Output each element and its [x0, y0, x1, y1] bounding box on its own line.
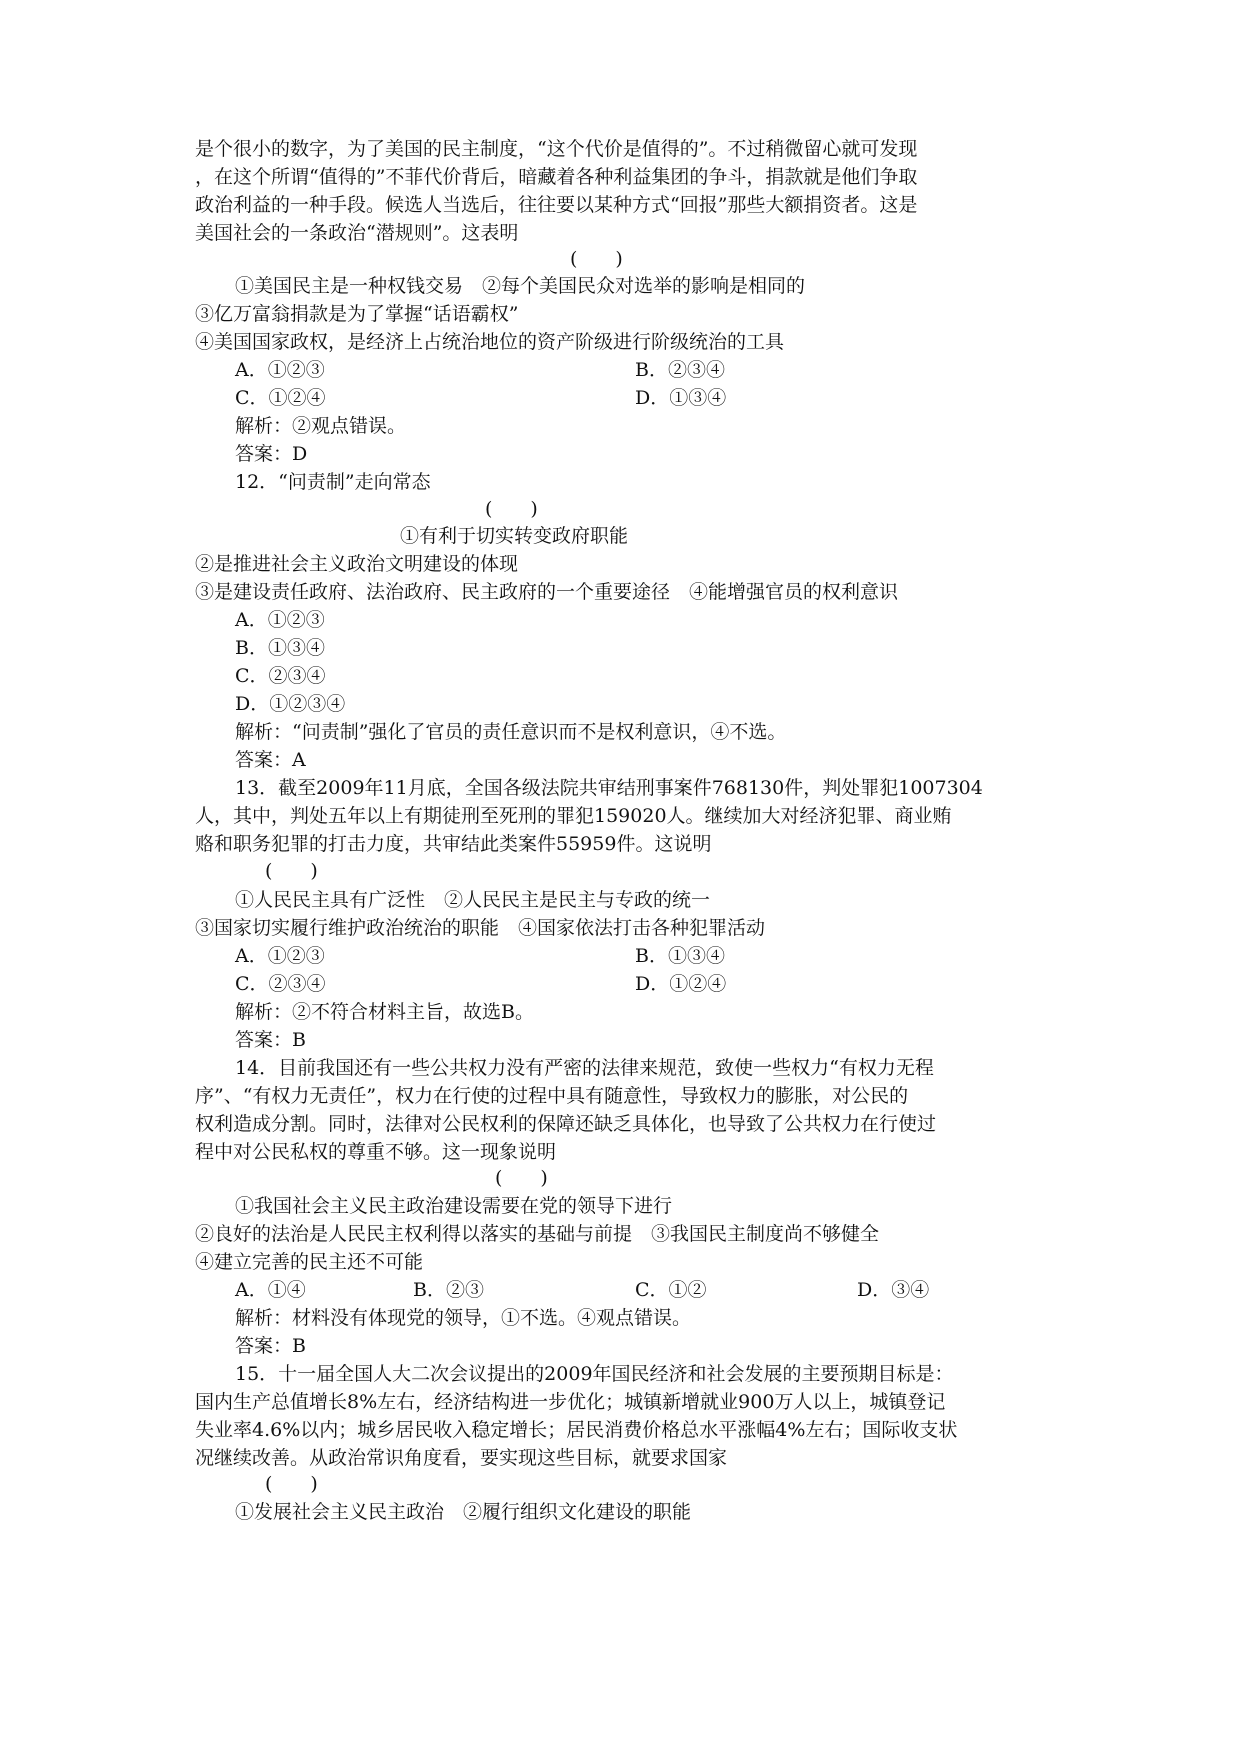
q13-option-1: ①人民民主具有广泛性 ②人民民主是民主与专政的统一	[235, 889, 711, 911]
q14-answer: 答案：B	[235, 1335, 306, 1357]
q15-line-4: 况继续改善。从政治常识角度看，要实现这些目标，就要求国家	[195, 1447, 728, 1469]
q11-choice-d: D．①③④	[635, 387, 727, 409]
q14-choice-c: C．①②	[635, 1279, 707, 1301]
q12-choice-b: B．①③④	[235, 637, 325, 659]
q12-option-3: ③是建设责任政府、法治政府、民主政府的一个重要途径 ④能增强官员的权利意识	[195, 581, 899, 603]
q13-choice-c: C．②③④	[235, 973, 326, 995]
q15-line-3: 失业率4.6%以内；城乡居民收入稳定增长；居民消费价格总水平涨幅4%左右；国际收支状	[195, 1419, 958, 1441]
q13-choice-a: A．①②③	[235, 945, 325, 967]
q14-line-2: 序”、“有权力无责任”，权力在行使的过程中具有随意性，导致权力的膨胀，对公民的	[195, 1085, 909, 1107]
q14-choice-d: D．③④	[857, 1279, 930, 1301]
q11-option-3: ④美国国家政权，是经济上占统治地位的资产阶级进行阶级统治的工具	[195, 331, 785, 353]
q14-option-3: ④建立完善的民主还不可能	[195, 1251, 424, 1273]
q13-line-3: 赂和职务犯罪的打击力度，共审结此类案件55959件。这说明	[195, 833, 712, 855]
q12-choice-a: A．①②③	[235, 609, 325, 631]
q11-line-1: 是个很小的数字，为了美国的民主制度，“这个代价是值得的”。不过稍微留心就可发现	[195, 138, 918, 160]
q11-option-1: ①美国民主是一种权钱交易 ②每个美国民众对选举的影响是相同的	[235, 275, 806, 297]
q13-choice-b: B．①③④	[635, 945, 725, 967]
q11-line-3: 政治利益的一种手段。候选人当选后，往往要以某种方式“回报”那些大额捐资者。这是	[195, 194, 918, 216]
q14-answer-paren: ( )	[495, 1167, 548, 1189]
q14-choice-a: A．①④	[235, 1279, 306, 1301]
q12-choice-d: D．①②③④	[235, 693, 346, 715]
q14-choice-b: B．②③	[413, 1279, 484, 1301]
q13-analysis: 解析：②不符合材料主旨，故选B。	[235, 1001, 534, 1023]
q15-option-1: ①发展社会主义民主政治 ②履行组织文化建设的职能	[235, 1501, 692, 1523]
q11-choice-c: C．①②④	[235, 387, 326, 409]
q14-option-2: ②良好的法治是人民民主权利得以落实的基础与前提 ③我国民主制度尚不够健全	[195, 1223, 880, 1245]
q11-line-4: 美国社会的一条政治“潜规则”。这表明	[195, 222, 519, 244]
q14-line-3: 权利造成分割。同时，法律对公民权利的保障还缺乏具体化，也导致了公共权力在行使过	[195, 1113, 937, 1135]
q12-option-2: ②是推进社会主义政治文明建设的体现	[195, 553, 519, 575]
q15-line-2: 国内生产总值增长8%左右，经济结构进一步优化；城镇新增就业900万人以上，城镇登记	[195, 1391, 946, 1413]
q13-line-2: 人，其中，判处五年以上有期徒刑至死刑的罪犯159020人。继续加大对经济犯罪、商业贿	[195, 805, 952, 827]
q12-option-1: ①有利于切实转变政府职能	[400, 525, 629, 547]
q14-option-1: ①我国社会主义民主政治建设需要在党的领导下进行	[235, 1195, 673, 1217]
q15-line-1: 15．十一届全国人大二次会议提出的2009年国民经济和社会发展的主要预期目标是：	[235, 1363, 954, 1385]
q14-analysis: 解析：材料没有体现党的领导，①不选。④观点错误。	[235, 1307, 692, 1329]
q15-answer-paren: ( )	[265, 1473, 318, 1495]
q11-line-2: ，在这个所谓“值得的”不菲代价背后，暗藏着各种利益集团的争斗，捐款就是他们争取	[195, 166, 918, 188]
q13-choice-d: D．①②④	[635, 973, 727, 995]
q11-answer-paren: ( )	[570, 248, 623, 270]
q12-answer-paren: ( )	[485, 498, 538, 520]
q12-analysis: 解析：“问责制”强化了官员的责任意识而不是权利意识，④不选。	[235, 721, 787, 743]
q13-line-1: 13．截至2009年11月底，全国各级法院共审结刑事案件768130件，判处罪犯1007304	[235, 777, 983, 799]
q11-analysis: 解析：②观点错误。	[235, 415, 407, 437]
q14-line-4: 程中对公民私权的尊重不够。这一现象说明	[195, 1141, 557, 1163]
q12-answer: 答案：A	[235, 749, 306, 771]
q11-answer: 答案：D	[235, 443, 308, 465]
q13-answer: 答案：B	[235, 1029, 306, 1051]
q13-answer-paren: ( )	[265, 860, 318, 882]
q12-choice-c: C．②③④	[235, 665, 326, 687]
q12-stem: 12．“问责制”走向常态	[235, 471, 431, 493]
q11-option-2: ③亿万富翁捐款是为了掌握“话语霸权”	[195, 303, 519, 325]
q13-option-2: ③国家切实履行维护政治统治的职能 ④国家依法打击各种犯罪活动	[195, 917, 766, 939]
q11-choice-a: A．①②③	[235, 359, 325, 381]
q11-choice-b: B．②③④	[635, 359, 725, 381]
q14-line-1: 14．目前我国还有一些公共权力没有严密的法律来规范，致使一些权力“有权力无程	[235, 1057, 934, 1079]
